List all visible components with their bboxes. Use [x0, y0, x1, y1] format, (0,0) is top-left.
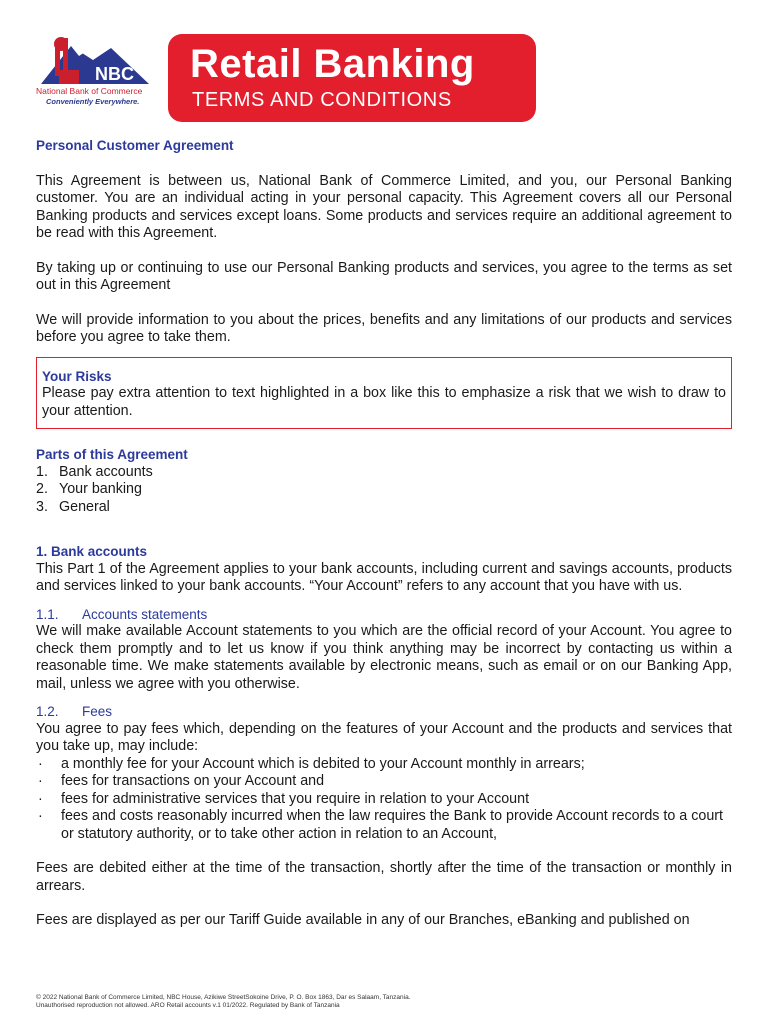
document-body — [36, 137, 732, 930]
section-1-1-text: We will make available Account statements to you which are the official record of your Account. You agree to check them promptly and to let us know if you think anything may be incorrect by contacting us within a reasonable time. We make statements available by electronic means, such as email or on our Banking App, mail, unless we agree with you otherwise. — [36, 623, 732, 692]
risk-text: Please pay extra attention to text highlighted in a box like this to emphasize a risk that we wish to draw to your attention. — [42, 385, 726, 419]
fees-debited-text: Fees are debited either at the time of the transaction, shortly after the time of the transaction or monthly in arrears. — [36, 860, 732, 894]
banner-title: Retail Banking — [190, 42, 475, 86]
page-footer — [36, 994, 411, 1010]
title-banner — [168, 34, 536, 122]
list-item: · a monthly fee for your Account which is debited to your Account monthly in arrears; — [38, 755, 585, 772]
section-1-2-intro: You agree to pay fees which, depending on the features of your Account and the products and services that you take up, may include: — [36, 720, 732, 754]
logo-tagline: Conveniently Everywhere. — [46, 97, 140, 106]
section-1-2-heading: 1.2. Fees — [36, 704, 113, 719]
list-item: 3. General — [36, 498, 110, 515]
section-1-1-heading: 1.1. Accounts statements — [36, 606, 208, 622]
logo-bank-name: National Bank of Commerce — [36, 86, 143, 96]
risk-heading: Your Risks — [42, 368, 112, 384]
list-item: · fees and costs reasonably incurred when the law requires the Bank to provide Account records to a court or statutory authority, or to take other action in relation to an Account, — [38, 808, 723, 842]
footer-line-1: © 2022 National Bank of Commerce Limited, NBC House, Azikiwe StreetSokoine Drive, P. O. Box 1863, Dar es Salaam, Tanzania. — [36, 994, 411, 1001]
section-1-text: This Part 1 of the Agreement applies to your bank accounts, including current and savings accounts, products and services linked to your bank accounts. “Your Account” refers to any account that you have with us. — [36, 560, 732, 594]
fees-list — [36, 756, 732, 844]
parts-heading: Parts of this Agreement — [36, 447, 188, 462]
intro-heading: Personal Customer Agreement — [36, 138, 234, 153]
intro-paragraph-1: This Agreement is between us, National Bank of Commerce Limited, and you, our Personal Banking customer. You are an individual acting in your personal capacity. This Agreement covers all our Personal Banking products and services except loans. Some products and services require an additional agreement to be read with this Agreement. — [36, 172, 732, 241]
parts-list — [36, 464, 732, 517]
list-item: · fees for transactions on your Account and — [38, 773, 325, 789]
section-1-heading: 1. Bank accounts — [36, 544, 148, 559]
footer-line-2: Unauthorised reproduction not allowed. ARO Retail accounts v.1 01/2022. Regulated by Bank of Tanzania — [36, 1002, 340, 1009]
fees-displayed-text: Fees are displayed as per our Tariff Guide available in any of our Branches, eBanking and published on — [36, 912, 690, 928]
intro-paragraph-3: We will provide information to you about the prices, benefits and any limitations of our products and services before you agree to take them. — [36, 311, 732, 345]
banner-subtitle: TERMS AND CONDITIONS — [192, 89, 452, 111]
logo-brand: NBC — [95, 64, 134, 84]
risk-box — [36, 357, 732, 430]
list-item: 1. Bank accounts — [36, 463, 153, 480]
list-item: 2. Your banking — [36, 481, 142, 497]
intro-paragraph-2: By taking up or continuing to use our Personal Banking products and services, you agree to the terms as set out in this Agreement — [36, 259, 732, 293]
list-item: · fees for administrative services that you require in relation to your Account — [38, 790, 530, 807]
